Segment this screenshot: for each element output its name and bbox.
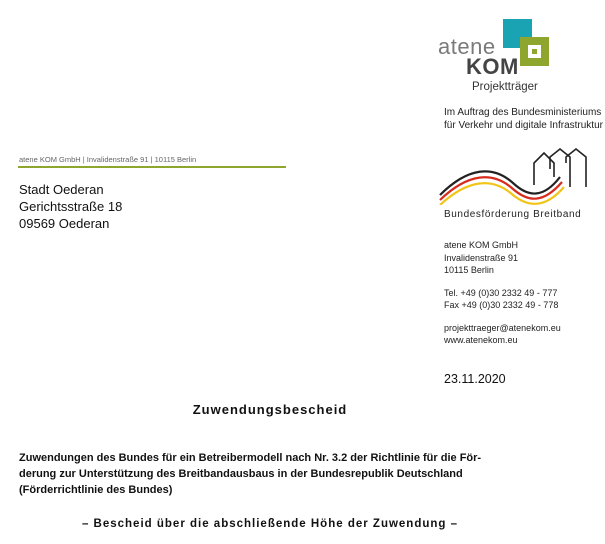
ministry-note — [444, 106, 604, 132]
contact-company: atene KOM GmbH — [444, 240, 519, 250]
ministry-note-line-2: für Verkehr und digitale Infrastruktur — [444, 120, 603, 131]
sender-divider — [18, 166, 286, 168]
contact-email: projekttraeger@atenekom.eu — [444, 322, 561, 333]
recipient-address — [19, 181, 122, 232]
house-outline-1 — [534, 153, 554, 185]
contact-city: 10115 Berlin — [444, 265, 494, 275]
recipient-city: 09569 Oederan — [19, 216, 110, 231]
letter-date: 23.11.2020 — [444, 372, 506, 386]
subject-block — [19, 450, 579, 498]
subject-line-3: (Förderrichtlinie des Bundes) — [19, 484, 173, 496]
ministry-note-line-1: Im Auftrag des Bundesministeriums — [444, 107, 602, 118]
contact-street: Invalidenstraße 91 — [444, 252, 519, 263]
recipient-street: Gerichtsstraße 18 — [19, 199, 123, 214]
breitband-label: Bundesförderung Breitband — [444, 209, 582, 220]
recipient-name: Stadt Oederan — [19, 182, 104, 197]
breitband-logo-graphic — [438, 147, 590, 205]
contact-block — [444, 239, 561, 347]
house-outline-3 — [566, 149, 586, 187]
logo-square-dot — [532, 49, 537, 54]
contact-tel: Tel. +49 (0)30 2332 49 - 777 — [444, 287, 558, 298]
subject-line-1: Zuwendungen des Bundes für ein Betreibermodell nach Nr. 3.2 der Richtlinie für die För- — [19, 452, 482, 464]
contact-fax: Fax +49 (0)30 2332 49 - 778 — [444, 300, 559, 310]
subject-line-2: derung zur Unterstützung des Breitbandausbaus in der Bundesrepublik Deutschland — [19, 468, 463, 480]
house-outline-2 — [550, 149, 570, 187]
logo-atene-text: atene — [438, 34, 496, 59]
document-title: Zuwendungsbescheid — [192, 402, 348, 417]
logo-projekttraeger-text: Projektträger — [472, 81, 538, 93]
final-heading: – Bescheid über die abschließende Höhe der Zuwendung – — [81, 518, 459, 530]
contact-web: www.atenekom.eu — [444, 335, 518, 345]
sender-line: atene KOM GmbH | Invalidenstraße 91 | 10115 Berlin — [19, 155, 197, 164]
logo-kom-text: KOM — [466, 54, 519, 79]
